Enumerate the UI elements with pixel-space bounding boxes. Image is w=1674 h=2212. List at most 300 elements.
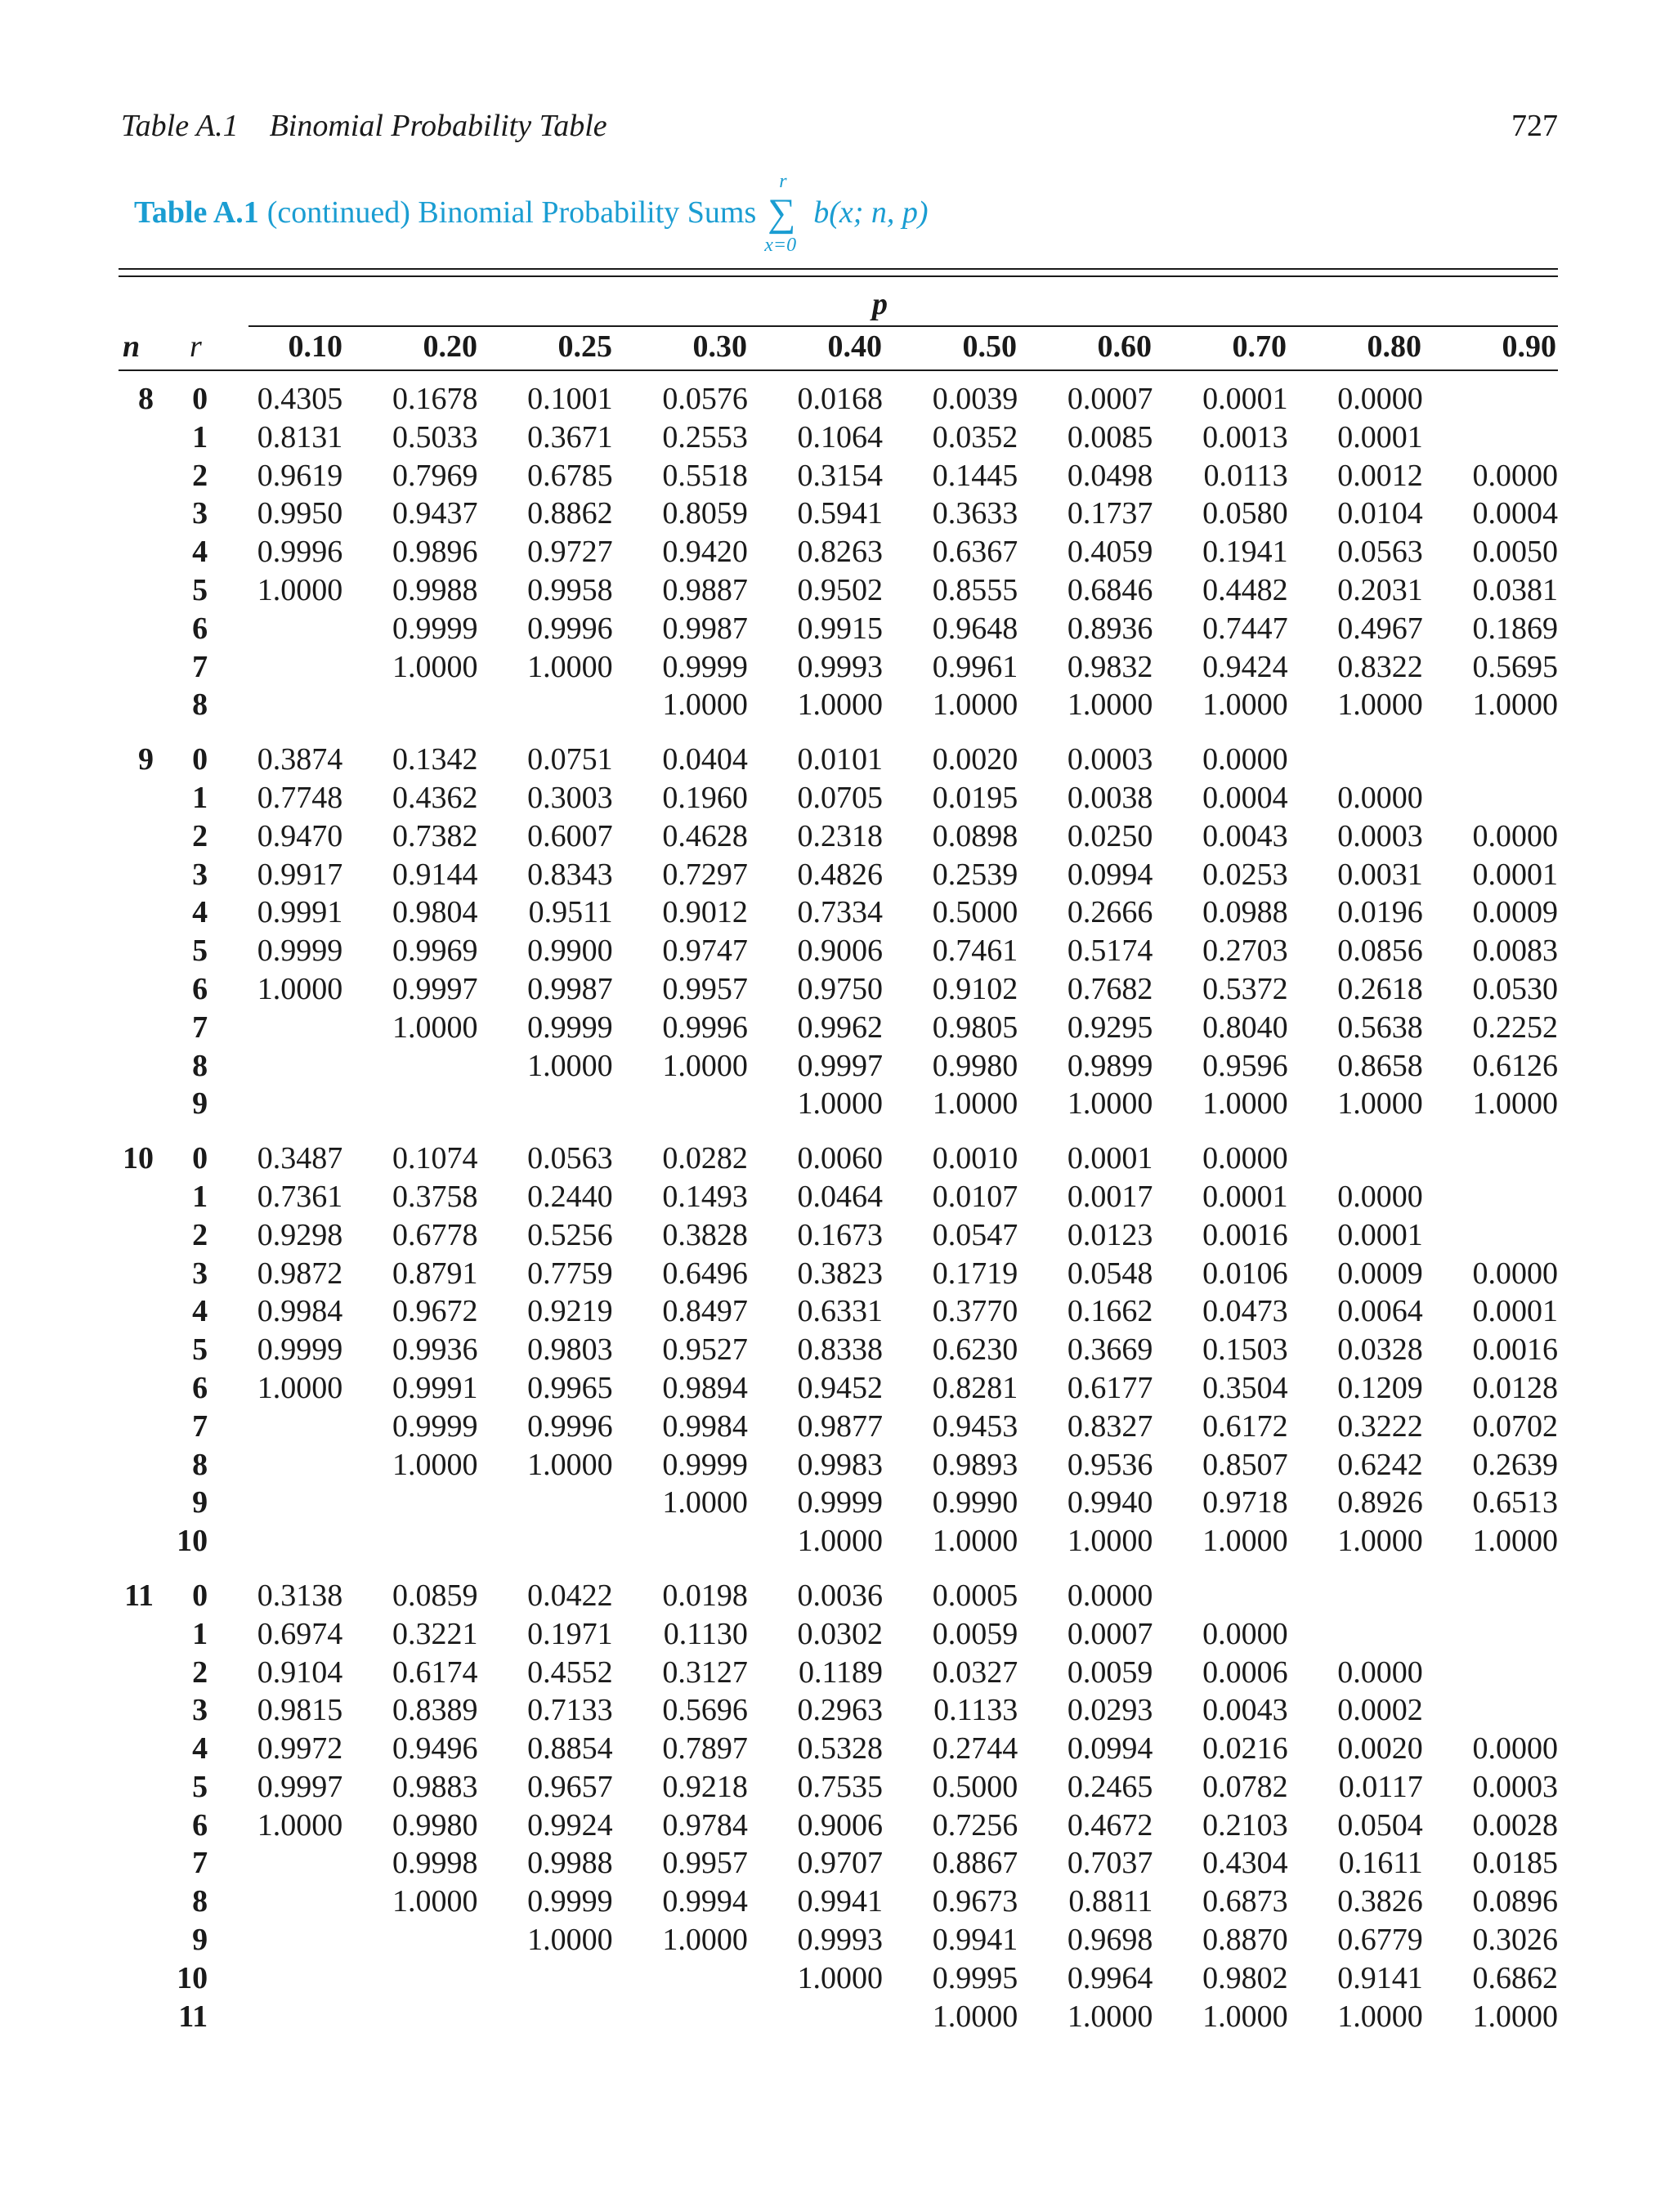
probability-cell: 0.9999 bbox=[392, 611, 478, 646]
r-cell: 2 bbox=[192, 1655, 208, 1690]
probability-cell: 0.6367 bbox=[932, 535, 1018, 570]
n-cell bbox=[119, 1691, 154, 1730]
probability-cell: 0.9104 bbox=[257, 1655, 343, 1690]
n-cell bbox=[119, 1730, 154, 1768]
probability-cell: 0.9900 bbox=[527, 934, 613, 969]
running-head-title: Table A.1 Binomial Probability Table bbox=[121, 109, 607, 143]
probability-cell: 0.0003 bbox=[1472, 1769, 1558, 1804]
probability-cell: 0.0007 bbox=[1067, 382, 1153, 416]
probability-cell: 0.9991 bbox=[257, 895, 343, 930]
probability-cell: 0.5695 bbox=[1472, 649, 1558, 684]
probability-cell bbox=[1153, 1560, 1287, 1615]
probability-cell bbox=[1423, 1691, 1558, 1730]
probability-cell: 0.1189 bbox=[798, 1655, 884, 1690]
probability-cell: 0.9896 bbox=[392, 535, 478, 570]
probability-cell: 1.0000 bbox=[257, 572, 343, 607]
probability-cell: 0.0001 bbox=[1337, 1217, 1423, 1252]
probability-cell: 0.4552 bbox=[527, 1655, 613, 1690]
probability-cell: 1.0000 bbox=[662, 687, 748, 723]
r-cell: 1 bbox=[192, 780, 208, 815]
probability-cell: 0.0060 bbox=[797, 1141, 884, 1176]
probability-cell: 1.0000 bbox=[932, 1999, 1018, 2034]
probability-cell: 0.0016 bbox=[1472, 1332, 1558, 1368]
table-row bbox=[119, 1446, 1558, 1484]
r-cell: 9 bbox=[192, 1485, 208, 1520]
probability-cell: 0.4967 bbox=[1337, 611, 1423, 646]
probability-cell: 0.9420 bbox=[662, 535, 748, 570]
table-row bbox=[119, 1047, 1558, 1086]
probability-cell: 0.9502 bbox=[797, 572, 884, 607]
probability-cell: 0.4059 bbox=[1067, 535, 1153, 570]
probability-cell bbox=[613, 1522, 748, 1560]
probability-cell: 0.9727 bbox=[527, 535, 613, 570]
probability-cell: 0.8040 bbox=[1202, 1010, 1288, 1045]
probability-cell: 0.3770 bbox=[932, 1294, 1018, 1329]
probability-cell: 0.0000 bbox=[1337, 780, 1423, 815]
probability-cell: 0.9883 bbox=[392, 1769, 478, 1804]
probability-cell bbox=[1288, 724, 1423, 779]
probability-cell: 0.9144 bbox=[392, 857, 478, 892]
probability-cell: 0.9511 bbox=[528, 895, 613, 930]
probability-cell: 0.3823 bbox=[797, 1256, 884, 1291]
probability-cell: 0.9999 bbox=[662, 1447, 748, 1482]
probability-cell: 0.6331 bbox=[797, 1294, 884, 1329]
probability-cell: 0.0039 bbox=[932, 382, 1018, 416]
r-cell: 5 bbox=[192, 572, 208, 607]
probability-cell: 1.0000 bbox=[797, 1960, 884, 1995]
probability-cell: 0.2666 bbox=[1067, 895, 1153, 930]
probability-cell: 0.0004 bbox=[1472, 496, 1558, 531]
probability-cell: 0.3828 bbox=[662, 1217, 748, 1252]
probability-cell: 0.8131 bbox=[257, 419, 343, 454]
probability-cell: 0.0000 bbox=[1067, 1578, 1153, 1613]
probability-cell: 0.3154 bbox=[797, 458, 884, 493]
probability-cell: 0.4304 bbox=[1202, 1846, 1288, 1881]
caption-text: (continued) Binomial Probability Sums bbox=[266, 195, 757, 230]
probability-cell: 1.0000 bbox=[797, 1524, 884, 1559]
r-cell: 8 bbox=[192, 687, 208, 723]
table-row bbox=[119, 1959, 1558, 1998]
probability-cell: 0.0007 bbox=[1067, 1616, 1153, 1651]
probability-cell: 0.0009 bbox=[1472, 895, 1558, 930]
n-cell bbox=[119, 495, 154, 533]
probability-cell: 0.0020 bbox=[932, 742, 1018, 777]
table-row bbox=[119, 380, 1558, 419]
probability-cell: 0.9999 bbox=[662, 649, 748, 684]
binomial-table bbox=[119, 380, 1558, 2035]
p-column-header: 0.60 bbox=[1097, 329, 1152, 364]
table-row bbox=[119, 419, 1558, 457]
probability-cell: 0.9915 bbox=[797, 611, 884, 646]
probability-cell: 0.0000 bbox=[1337, 1179, 1423, 1214]
probability-cell: 1.0000 bbox=[392, 1447, 478, 1482]
probability-cell: 0.7256 bbox=[932, 1807, 1018, 1843]
probability-cell: 0.4362 bbox=[392, 780, 478, 815]
probability-cell: 0.9999 bbox=[797, 1485, 884, 1520]
n-cell bbox=[119, 686, 154, 724]
probability-cell bbox=[748, 1998, 883, 2036]
probability-cell: 0.0083 bbox=[1472, 934, 1558, 969]
probability-cell: 1.0000 bbox=[1472, 1524, 1558, 1559]
probability-cell: 0.5372 bbox=[1202, 971, 1288, 1006]
r-column-label: r bbox=[190, 329, 202, 364]
probability-cell: 0.6172 bbox=[1202, 1408, 1288, 1444]
probability-cell: 0.8507 bbox=[1202, 1447, 1288, 1482]
table-row bbox=[119, 1484, 1558, 1522]
probability-cell bbox=[1288, 1560, 1423, 1615]
probability-cell: 0.9832 bbox=[1067, 649, 1153, 684]
probability-cell: 0.8281 bbox=[932, 1370, 1018, 1405]
probability-cell bbox=[208, 610, 342, 648]
probability-cell: 1.0000 bbox=[392, 1010, 478, 1045]
probability-cell: 0.9996 bbox=[527, 611, 613, 646]
page-number: 727 bbox=[1511, 109, 1558, 143]
r-cell: 0 bbox=[192, 1578, 208, 1613]
probability-cell: 0.1493 bbox=[662, 1179, 748, 1214]
probability-cell: 1.0000 bbox=[1337, 1524, 1423, 1559]
probability-cell: 0.8497 bbox=[662, 1294, 748, 1329]
probability-cell: 0.0012 bbox=[1337, 458, 1423, 493]
probability-cell: 0.9987 bbox=[527, 971, 613, 1006]
probability-cell: 0.0003 bbox=[1337, 818, 1423, 853]
probability-cell: 0.9998 bbox=[392, 1846, 478, 1881]
probability-cell: 0.1064 bbox=[797, 419, 884, 454]
probability-cell: 0.7037 bbox=[1067, 1846, 1153, 1881]
probability-cell: 0.9983 bbox=[797, 1447, 884, 1482]
probability-cell: 0.8867 bbox=[932, 1846, 1018, 1881]
probability-cell: 0.7334 bbox=[797, 895, 884, 930]
probability-cell bbox=[1288, 1615, 1423, 1654]
probability-cell: 0.9996 bbox=[257, 535, 343, 570]
probability-cell: 0.8658 bbox=[1337, 1048, 1423, 1083]
probability-cell bbox=[613, 1085, 748, 1123]
probability-cell: 0.0898 bbox=[932, 818, 1018, 853]
probability-cell: 0.7897 bbox=[662, 1731, 748, 1766]
table-row bbox=[119, 724, 1558, 779]
probability-cell: 1.0000 bbox=[662, 1923, 748, 1958]
probability-cell: 0.6873 bbox=[1202, 1884, 1288, 1919]
probability-cell: 0.5000 bbox=[932, 1769, 1018, 1804]
probability-cell: 0.5000 bbox=[932, 895, 1018, 930]
probability-cell: 0.0009 bbox=[1337, 1256, 1423, 1291]
r-cell: 0 bbox=[192, 1141, 208, 1176]
caption-function: b(x; n, p) bbox=[813, 195, 929, 230]
probability-cell: 0.0001 bbox=[1472, 857, 1558, 892]
probability-cell: 0.0013 bbox=[1202, 419, 1288, 454]
top-double-rule-2 bbox=[119, 275, 1558, 277]
p-column-header: 0.30 bbox=[692, 329, 747, 364]
probability-cell: 0.0020 bbox=[1337, 1731, 1423, 1766]
probability-cell: 0.0705 bbox=[797, 780, 884, 815]
probability-cell: 0.6126 bbox=[1472, 1048, 1558, 1083]
probability-cell: 0.2553 bbox=[662, 419, 748, 454]
probability-cell: 0.4826 bbox=[797, 857, 884, 892]
probability-cell: 0.9988 bbox=[392, 572, 478, 607]
table-row bbox=[119, 571, 1558, 610]
r-cell: 10 bbox=[177, 1960, 208, 1995]
probability-cell: 0.9673 bbox=[932, 1884, 1018, 1919]
probability-cell: 1.0000 bbox=[932, 1524, 1018, 1559]
probability-cell: 0.7748 bbox=[257, 780, 343, 815]
probability-cell: 0.9619 bbox=[257, 458, 343, 493]
probability-cell: 0.0988 bbox=[1202, 895, 1288, 930]
probability-cell: 0.0059 bbox=[932, 1616, 1018, 1651]
probability-cell: 0.9877 bbox=[797, 1408, 884, 1444]
probability-cell: 1.0000 bbox=[1472, 1086, 1558, 1122]
table-caption bbox=[134, 171, 929, 284]
probability-cell bbox=[613, 1959, 748, 1998]
probability-cell: 0.9437 bbox=[392, 496, 478, 531]
p-column-header: 0.40 bbox=[827, 329, 882, 364]
probability-cell: 0.0547 bbox=[932, 1217, 1018, 1252]
probability-cell: 0.1737 bbox=[1067, 496, 1153, 531]
probability-cell bbox=[208, 1408, 342, 1446]
probability-cell: 0.9718 bbox=[1202, 1485, 1288, 1520]
probability-cell: 0.9995 bbox=[932, 1960, 1018, 1995]
probability-cell: 0.3003 bbox=[527, 780, 613, 815]
probability-cell: 0.0059 bbox=[1067, 1655, 1153, 1690]
n-cell bbox=[119, 1807, 154, 1845]
probability-cell: 0.9996 bbox=[662, 1010, 748, 1045]
probability-cell: 0.0000 bbox=[1472, 458, 1558, 493]
table-row bbox=[119, 970, 1558, 1009]
probability-cell: 0.0327 bbox=[932, 1655, 1018, 1690]
probability-cell bbox=[342, 1085, 477, 1123]
probability-cell: 0.0464 bbox=[797, 1179, 884, 1214]
probability-cell: 0.1611 bbox=[1338, 1846, 1423, 1881]
table-row bbox=[119, 1883, 1558, 1921]
r-cell: 10 bbox=[177, 1524, 208, 1559]
probability-cell: 0.0003 bbox=[1067, 742, 1153, 777]
r-cell: 4 bbox=[192, 1731, 208, 1766]
probability-cell: 0.0038 bbox=[1067, 780, 1153, 815]
r-cell: 6 bbox=[192, 971, 208, 1006]
n-cell bbox=[119, 1047, 154, 1086]
probability-cell: 0.3026 bbox=[1472, 1923, 1558, 1958]
probability-cell: 0.6177 bbox=[1067, 1370, 1153, 1405]
probability-cell: 0.0702 bbox=[1472, 1408, 1558, 1444]
probability-cell bbox=[208, 686, 342, 724]
r-cell: 8 bbox=[192, 1447, 208, 1482]
probability-cell: 0.9940 bbox=[1067, 1485, 1153, 1520]
probability-cell: 0.0381 bbox=[1472, 572, 1558, 607]
probability-cell: 0.8811 bbox=[1068, 1884, 1153, 1919]
probability-cell: 0.0473 bbox=[1202, 1294, 1288, 1329]
probability-cell: 0.7361 bbox=[257, 1179, 343, 1214]
probability-cell bbox=[208, 1047, 342, 1086]
r-cell: 3 bbox=[192, 1693, 208, 1728]
probability-cell: 0.0085 bbox=[1067, 419, 1153, 454]
probability-cell: 0.0000 bbox=[1337, 382, 1423, 416]
table-row bbox=[119, 856, 1558, 894]
probability-cell: 0.0000 bbox=[1202, 1141, 1288, 1176]
probability-cell: 0.9936 bbox=[392, 1332, 478, 1368]
r-cell: 3 bbox=[192, 1256, 208, 1291]
probability-cell: 0.9996 bbox=[527, 1408, 613, 1444]
probability-cell: 0.0106 bbox=[1202, 1256, 1288, 1291]
probability-cell: 0.0000 bbox=[1202, 742, 1288, 777]
probability-cell: 0.9141 bbox=[1337, 1960, 1423, 1995]
probability-cell bbox=[1423, 380, 1558, 419]
r-cell: 1 bbox=[192, 1179, 208, 1214]
probability-cell: 0.8870 bbox=[1202, 1923, 1288, 1958]
probability-cell: 0.9784 bbox=[662, 1807, 748, 1843]
r-cell: 5 bbox=[192, 1769, 208, 1804]
n-cell bbox=[119, 1921, 154, 1959]
probability-cell: 0.9987 bbox=[662, 611, 748, 646]
sum-lower-limit: x=0 bbox=[764, 235, 797, 257]
probability-cell: 0.7133 bbox=[527, 1693, 613, 1728]
probability-cell: 0.0282 bbox=[662, 1141, 748, 1176]
probability-cell: 1.0000 bbox=[257, 971, 343, 1006]
probability-cell: 0.9527 bbox=[662, 1332, 748, 1368]
probability-cell: 0.8343 bbox=[527, 857, 613, 892]
probability-cell: 0.8555 bbox=[932, 572, 1018, 607]
probability-cell: 0.0036 bbox=[797, 1578, 884, 1613]
probability-cell: 0.1971 bbox=[527, 1616, 613, 1651]
caption-label: Table A.1 bbox=[134, 195, 259, 230]
probability-cell: 0.9536 bbox=[1067, 1447, 1153, 1482]
probability-cell: 0.6974 bbox=[257, 1616, 343, 1651]
probability-cell: 0.0250 bbox=[1067, 818, 1153, 853]
probability-cell: 0.9965 bbox=[527, 1370, 613, 1405]
probability-cell: 0.0253 bbox=[1202, 857, 1288, 892]
probability-cell: 0.1503 bbox=[1202, 1332, 1288, 1368]
probability-cell bbox=[477, 1959, 612, 1998]
n-cell bbox=[119, 1178, 154, 1216]
p-column-header: 0.70 bbox=[1232, 329, 1287, 364]
probability-cell: 0.2703 bbox=[1202, 934, 1288, 969]
probability-cell: 1.0000 bbox=[257, 1370, 343, 1405]
n-cell bbox=[119, 1446, 154, 1484]
probability-cell: 0.3127 bbox=[662, 1655, 748, 1690]
probability-cell: 0.0050 bbox=[1472, 535, 1558, 570]
probability-cell: 0.2318 bbox=[797, 818, 884, 853]
probability-cell: 0.0198 bbox=[662, 1578, 748, 1613]
n-cell bbox=[119, 419, 154, 457]
probability-cell: 0.5518 bbox=[662, 458, 748, 493]
probability-cell bbox=[208, 1959, 342, 1998]
probability-cell: 0.0107 bbox=[932, 1179, 1018, 1214]
probability-cell: 0.9961 bbox=[932, 649, 1018, 684]
probability-cell: 1.0000 bbox=[527, 649, 613, 684]
probability-cell: 0.1209 bbox=[1337, 1370, 1423, 1405]
probability-cell: 0.0117 bbox=[1338, 1769, 1423, 1804]
probability-cell: 0.3222 bbox=[1337, 1408, 1423, 1444]
r-cell: 2 bbox=[192, 458, 208, 493]
probability-cell: 0.9980 bbox=[392, 1807, 478, 1843]
probability-cell: 0.3758 bbox=[392, 1179, 478, 1214]
summation-symbol bbox=[764, 171, 805, 257]
probability-cell: 0.8389 bbox=[392, 1693, 478, 1728]
probability-cell: 0.8791 bbox=[392, 1256, 478, 1291]
n-cell bbox=[119, 1883, 154, 1921]
probability-cell: 0.2440 bbox=[527, 1179, 613, 1214]
probability-cell: 1.0000 bbox=[1472, 1999, 1558, 2034]
r-cell: 3 bbox=[192, 496, 208, 531]
probability-cell: 0.9006 bbox=[797, 1807, 884, 1843]
r-cell: 2 bbox=[192, 1217, 208, 1252]
r-cell: 9 bbox=[192, 1086, 208, 1122]
probability-cell: 0.7969 bbox=[392, 458, 478, 493]
n-cell bbox=[119, 1959, 154, 1998]
table-row bbox=[119, 533, 1558, 571]
probability-cell: 0.6846 bbox=[1067, 572, 1153, 607]
n-cell bbox=[119, 1844, 154, 1883]
r-cell: 0 bbox=[192, 742, 208, 777]
probability-cell: 1.0000 bbox=[257, 1807, 343, 1843]
probability-cell: 0.3826 bbox=[1337, 1884, 1423, 1919]
probability-cell bbox=[342, 1998, 477, 2036]
probability-cell: 0.0994 bbox=[1067, 857, 1153, 892]
n-cell bbox=[119, 610, 154, 648]
r-cell: 11 bbox=[178, 1999, 208, 2034]
r-cell: 4 bbox=[192, 895, 208, 930]
probability-cell: 0.0216 bbox=[1202, 1731, 1288, 1766]
n-cell bbox=[119, 856, 154, 894]
probability-cell: 0.0504 bbox=[1337, 1807, 1423, 1843]
probability-cell: 0.8936 bbox=[1067, 611, 1153, 646]
probability-cell bbox=[477, 1998, 612, 2036]
probability-cell: 0.0028 bbox=[1472, 1807, 1558, 1843]
probability-cell: 0.9747 bbox=[662, 934, 748, 969]
probability-cell: 0.0043 bbox=[1202, 818, 1288, 853]
probability-cell: 0.2639 bbox=[1472, 1447, 1558, 1482]
table-row bbox=[119, 779, 1558, 817]
r-cell: 7 bbox=[192, 1846, 208, 1881]
sigma-icon: ∑ bbox=[768, 191, 796, 235]
probability-cell: 0.2539 bbox=[932, 857, 1018, 892]
n-cell bbox=[119, 1292, 154, 1331]
r-cell: 7 bbox=[192, 649, 208, 684]
n-cell bbox=[119, 1408, 154, 1446]
probability-cell: 0.9804 bbox=[392, 895, 478, 930]
sum-upper-limit: r bbox=[779, 171, 787, 193]
probability-cell bbox=[342, 1484, 477, 1522]
probability-cell: 1.0000 bbox=[1472, 687, 1558, 723]
probability-cell: 0.0498 bbox=[1067, 458, 1153, 493]
n-cell bbox=[119, 1522, 154, 1560]
probability-cell bbox=[208, 1522, 342, 1560]
probability-cell: 0.0001 bbox=[1202, 382, 1288, 416]
r-cell: 2 bbox=[192, 818, 208, 853]
probability-cell: 0.1130 bbox=[663, 1616, 748, 1651]
r-cell: 7 bbox=[192, 1010, 208, 1045]
r-cell: 4 bbox=[192, 1294, 208, 1329]
probability-cell: 0.6007 bbox=[527, 818, 613, 853]
probability-cell: 0.0563 bbox=[1337, 535, 1423, 570]
probability-cell: 1.0000 bbox=[527, 1048, 613, 1083]
probability-cell: 0.0751 bbox=[527, 742, 613, 777]
r-cell: 1 bbox=[192, 1616, 208, 1651]
probability-cell: 0.9452 bbox=[797, 1370, 884, 1405]
probability-cell: 0.4628 bbox=[662, 818, 748, 853]
probability-cell: 0.0010 bbox=[932, 1141, 1018, 1176]
probability-cell: 0.6785 bbox=[527, 458, 613, 493]
probability-cell: 0.9999 bbox=[257, 1332, 343, 1368]
probability-cell: 0.2744 bbox=[932, 1731, 1018, 1766]
probability-cell: 0.5033 bbox=[392, 419, 478, 454]
probability-cell: 1.0000 bbox=[662, 1048, 748, 1083]
probability-cell: 1.0000 bbox=[1202, 1999, 1288, 2034]
probability-cell bbox=[1423, 1560, 1558, 1615]
probability-cell: 0.9993 bbox=[797, 649, 884, 684]
probability-cell bbox=[342, 1047, 477, 1086]
probability-cell: 1.0000 bbox=[797, 1086, 884, 1122]
n-cell bbox=[119, 1768, 154, 1807]
probability-cell: 0.9993 bbox=[797, 1923, 884, 1958]
n-cell bbox=[119, 648, 154, 687]
